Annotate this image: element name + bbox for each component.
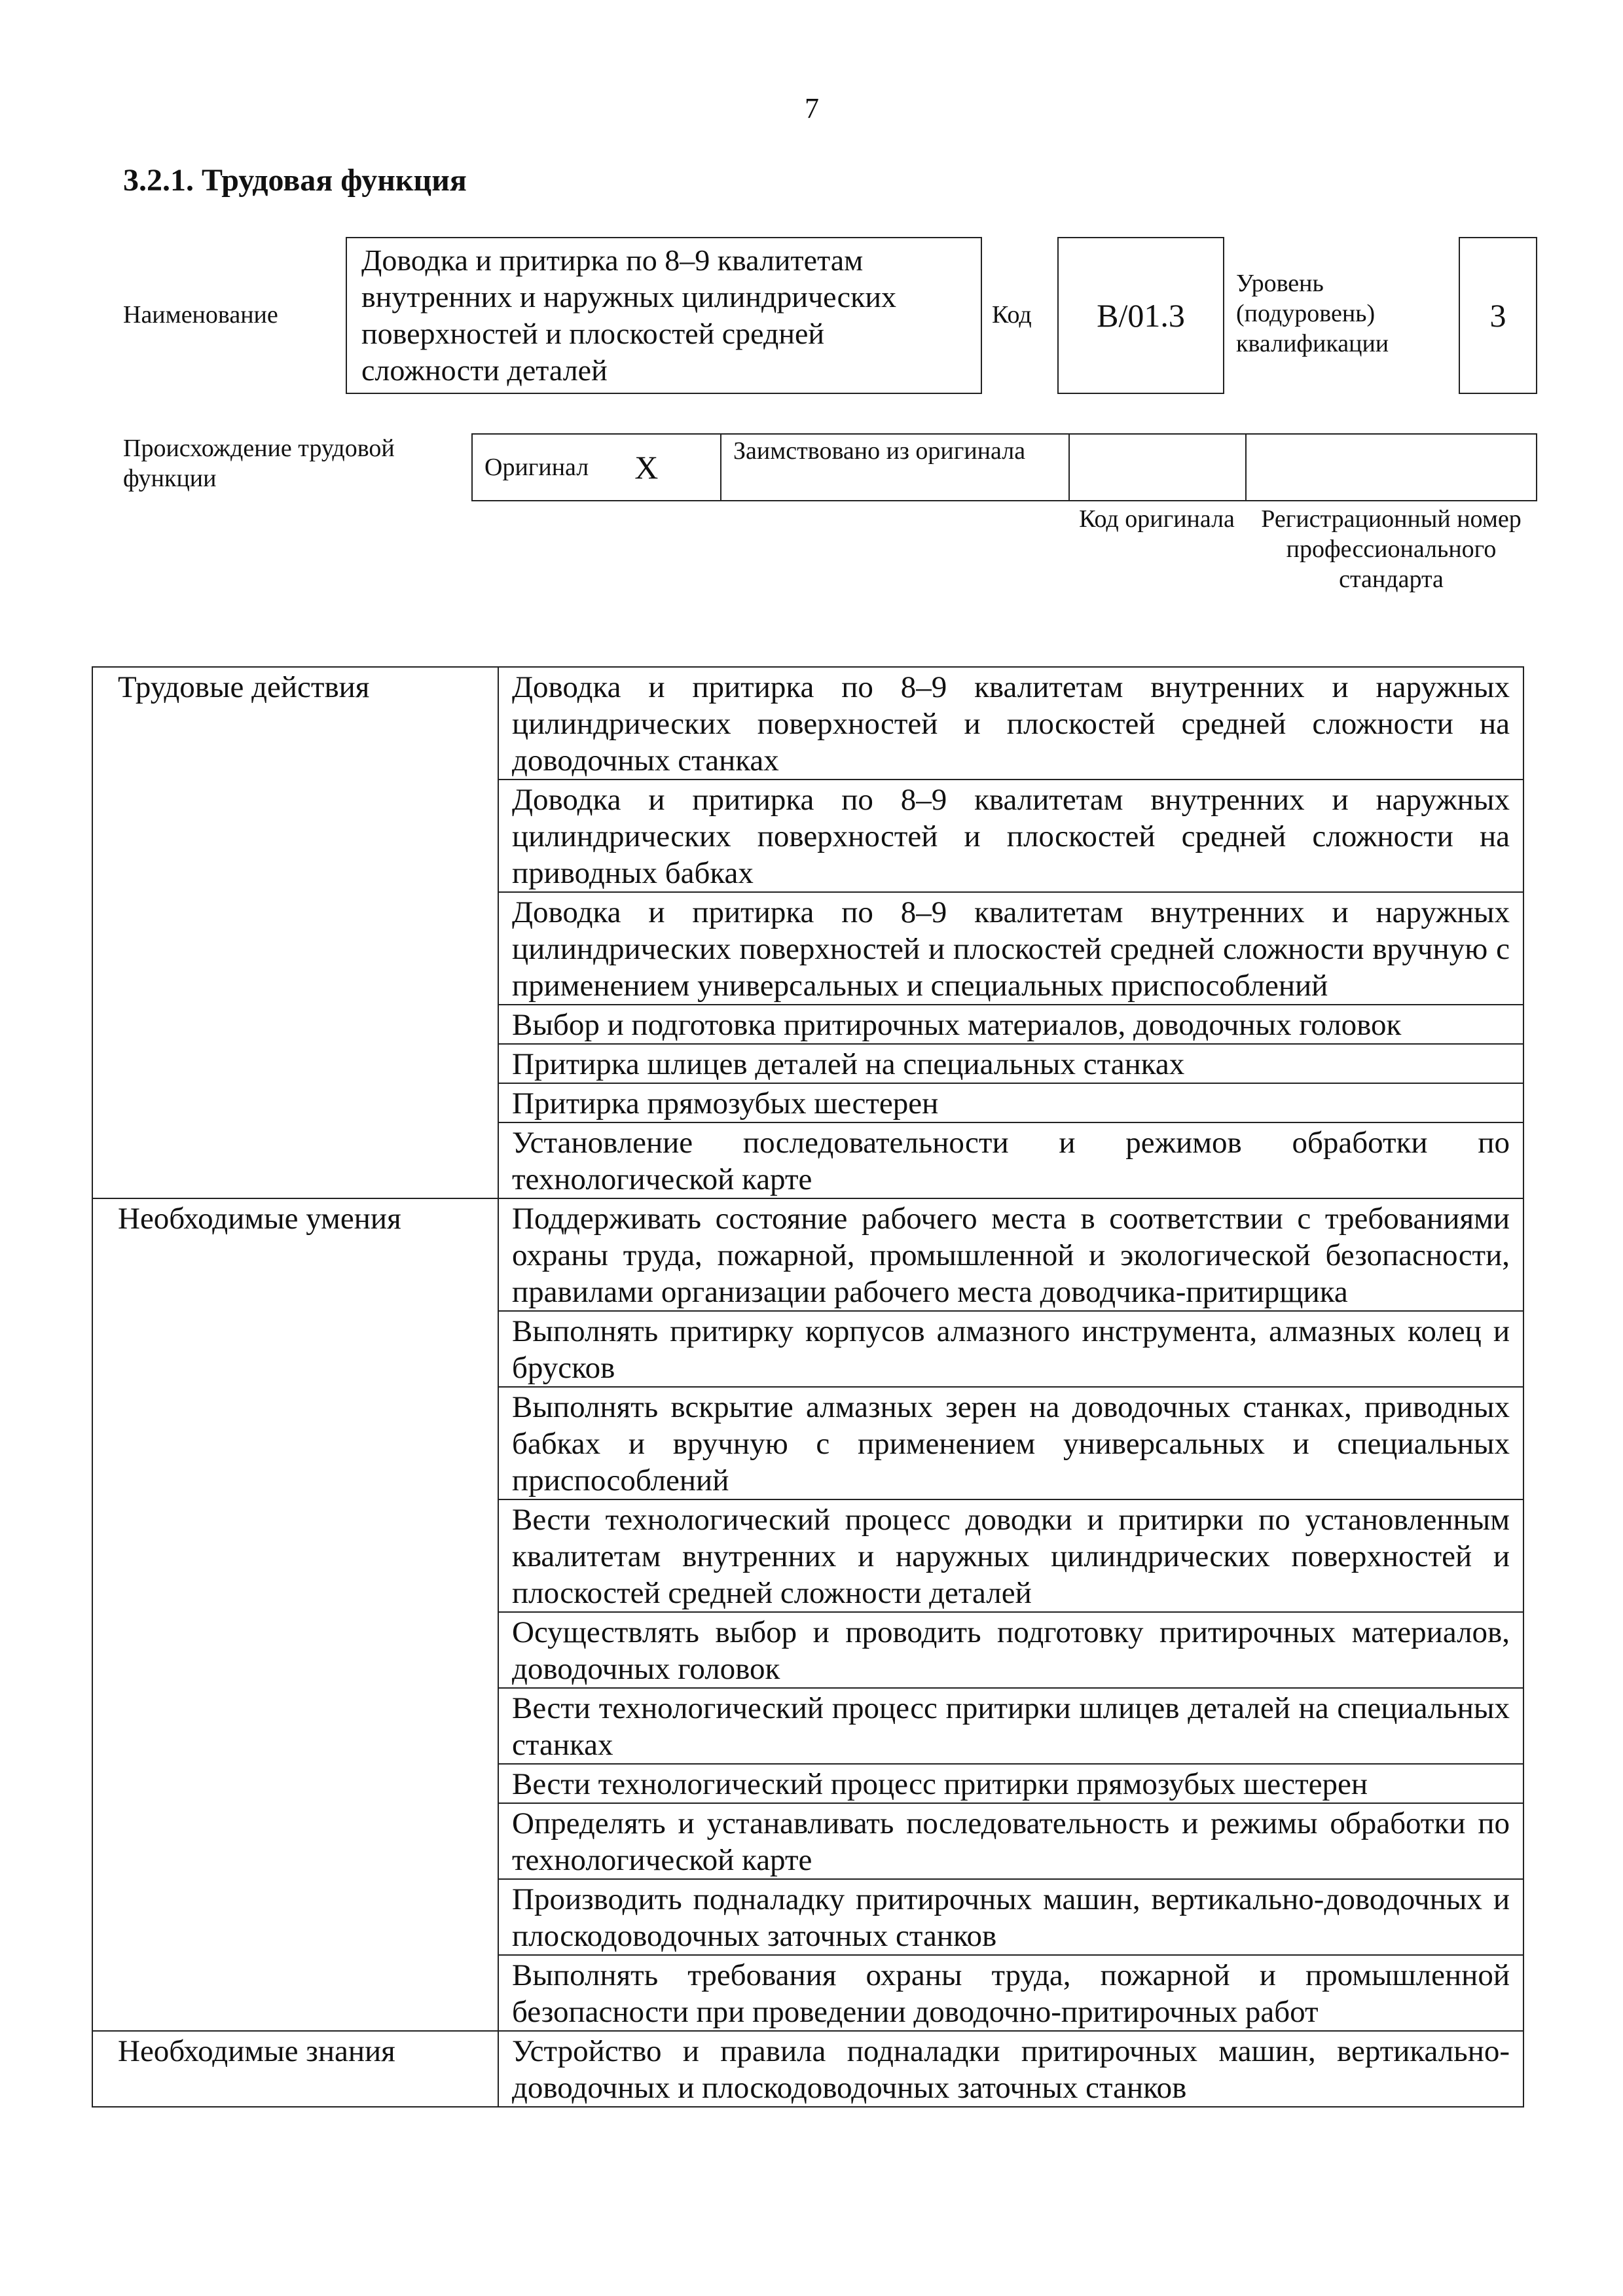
reg-number-cell	[1247, 435, 1536, 500]
page-number: 7	[805, 92, 819, 124]
reg-number-caption: Регистрационный номер профессионального стандарта	[1261, 505, 1522, 593]
code-label: Код	[992, 301, 1032, 329]
section-item: Выполнять вскрытие алмазных зерен на доводочных станках, приводных бабках и вручную с применением универсальных и специальных приспособлений	[498, 1387, 1523, 1499]
section-title-cell: Трудовые действия	[92, 667, 498, 1198]
table-row	[92, 667, 1523, 780]
level-field: 3	[1459, 237, 1537, 394]
section-item: Доводка и притирка по 8–9 квалитетам внутренних и наружных цилиндрических поверхностей и плоскостей средней сложности на приводных бабках	[498, 780, 1523, 892]
level-label: Уровень (подуровень) квалификации	[1236, 270, 1389, 357]
section-item: Выполнять притирку корпусов алмазного инструмента, алмазных колец и брусков	[498, 1311, 1523, 1387]
section-item: Поддерживать состояние рабочего места в соответствии с требованиями охраны труда, пожарной, промышленной и экологической безопасности, правилами организации рабочего места доводчика-притирщика	[498, 1198, 1523, 1311]
section-item: Определять и устанавливать последовательность и режимы обработки по технологической карте	[498, 1803, 1523, 1879]
borrowed-label: Заимствовано из оригинала	[721, 435, 1070, 500]
section-item: Выполнять требования охраны труда, пожарной и промышленной безопасности при проведении доводочно-притирочных работ	[498, 1955, 1523, 2031]
function-code-field: B/01.3	[1057, 237, 1224, 394]
original-mark: X	[634, 449, 659, 486]
code-original-cell	[1070, 435, 1247, 500]
section-title-cell: Необходимые знания	[92, 2031, 498, 2107]
original-label: Оригинал	[484, 454, 589, 481]
origin-original-cell	[473, 435, 721, 500]
table-row	[92, 1198, 1523, 1311]
section-item: Выбор и подготовка притирочных материалов, доводочных головок	[498, 1005, 1523, 1044]
section-item: Вести технологический процесс доводки и притирки по установленным квалитетам внутренних и наружных цилиндрических поверхностей и плоскостей средней сложности деталей	[498, 1499, 1523, 1612]
section-item: Притирка прямозубых шестерен	[498, 1083, 1523, 1122]
name-label: Наименование	[123, 301, 278, 329]
section-item: Притирка шлицев деталей на специальных станках	[498, 1044, 1523, 1083]
section-item: Вести технологический процесс притирки прямозубых шестерен	[498, 1764, 1523, 1803]
origin-label: Происхождение трудовой функции	[123, 435, 395, 492]
section-title-cell: Необходимые умения	[92, 1198, 498, 2031]
section-item: Вести технологический процесс притирки шлицев деталей на специальных станках	[498, 1688, 1523, 1764]
section-item: Устройство и правила подналадки притирочных машин, вертикально-доводочных и плоскодоводочных заточных станков	[498, 2031, 1523, 2107]
section-item: Производить подналадку притирочных машин, вертикально-доводочных и плоскодоводочных заточных станков	[498, 1879, 1523, 1955]
section-title: 3.2.1. Трудовая функция	[123, 163, 467, 198]
section-item: Установление последовательности и режимов обработки по технологической карте	[498, 1122, 1523, 1198]
function-details-table	[92, 666, 1524, 2108]
code-original-caption: Код оригинала	[1079, 505, 1235, 533]
function-name-field: Доводка и притирка по 8–9 квалитетам внутренних и наружных цилиндрических поверхностей и плоскостей средней сложности деталей	[346, 237, 982, 394]
section-item: Доводка и притирка по 8–9 квалитетам внутренних и наружных цилиндрических поверхностей и плоскостей средней сложности вручную с применением универсальных и специальных приспособлений	[498, 892, 1523, 1005]
table-row	[92, 2031, 1523, 2107]
section-item: Осуществлять выбор и проводить подготовку притирочных материалов, доводочных головок	[498, 1612, 1523, 1688]
section-item: Доводка и притирка по 8–9 квалитетам внутренних и наружных цилиндрических поверхностей и плоскостей средней сложности на доводочных станках	[498, 667, 1523, 780]
origin-table	[471, 433, 1537, 501]
